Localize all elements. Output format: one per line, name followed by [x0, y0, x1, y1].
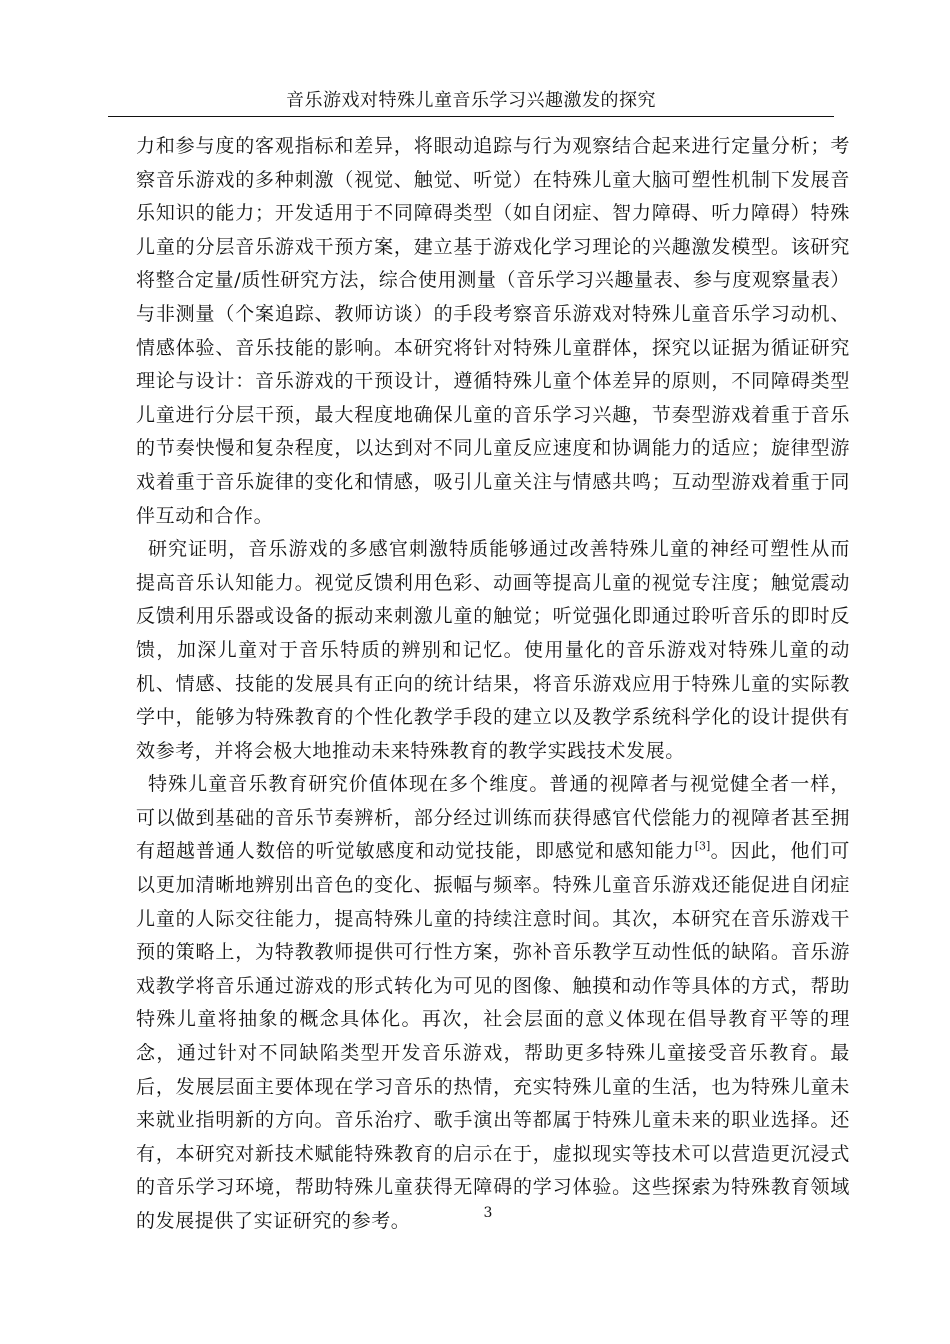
paragraph-text-after-citation: 。因此，他们可以更加清晰地辨别出音色的变化、振幅与频率。特殊儿童音乐游戏还能促进自闭症儿童的人际交往能力，提高特殊儿童的持续注意时间。其次，本研究在音乐游戏干预的策略上，为特教教师提供可行性方案，弥补音乐教学互动性低的缺陷。音乐游戏教学将音乐通过游戏的形式转化为可见的图像、触摸和动作等具体的方式，帮助特殊儿童将抽象的概念具体化。再次，社会层面的意义体现在倡导教育平等的理念，通过针对不同缺陷类型开发音乐游戏，帮助更多特殊儿童接受音乐教育。最后，发展层面主要体现在学习音乐的热情，充实特殊儿童的生活，也为特殊儿童未来就业指明新的方向。音乐治疗、歌手演出等都属于特殊儿童未来的职业选择。还有，本研究对新技术赋能特殊教育的启示在于，虚拟现实等技术可以营造更沉浸式的音乐学习环境，帮助特殊儿童获得无障碍的学习体验。这些探索为特殊教育领域的发展提供了实证研究的参考。	[136, 840, 850, 1232]
paragraph-continuation: 力和参与度的客观指标和差异，将眼动追踪与行为观察结合起来进行定量分析；考察音乐游戏的多种刺激（视觉、触觉、听觉）在特殊儿童大脑可塑性机制下发展音乐知识的能力；开发适用于不同障碍类型（如自闭症、智力障碍、听力障碍）特殊儿童的分层音乐游戏干预方案，建立基于游戏化学习理论的兴趣激发模型。该研究将整合定量/质性研究方法，综合使用测量（音乐学习兴趣量表、参与度观察量表）与非测量（个案追踪、教师访谈）的手段考察音乐游戏对特殊儿童音乐学习动机、情感体验、音乐技能的影响。本研究将针对特殊儿童群体，探究以证据为循证研究理论与设计：音乐游戏的干预设计，遵循特殊儿童个体差异的原则，不同障碍类型儿童进行分层干预，最大程度地确保儿童的音乐学习兴趣，节奏型游戏着重于音乐的节奏快慢和复杂程度，以达到对不同儿童反应速度和协调能力的适应；旋律型游戏着重于音乐旋律的变化和情感，吸引儿童关注与情感共鸣；互动型游戏着重于同伴互动和合作。	[136, 135, 850, 527]
paragraph-research-evidence: 研究证明，音乐游戏的多感官刺激特质能够通过改善特殊儿童的神经可塑性从而提高音乐认知能力。视觉反馈利用色彩、动画等提高儿童的视觉专注度；触觉震动反馈利用乐器或设备的振动来刺激儿童的触觉；听觉强化即通过聆听音乐的即时反馈，加深儿童对于音乐特质的辨别和记忆。使用量化的音乐游戏对特殊儿童的动机、情感、技能的发展具有正向的统计结果，将音乐游戏应用于特殊儿童的实际教学中，能够为特殊教育的个性化教学手段的建立以及教学系统科学化的设计提供有效参考，并将会极大地推动未来特殊教育的教学实践技术发展。	[136, 538, 850, 762]
paragraph-research-value	[136, 768, 850, 1238]
page-number: 3	[483, 1205, 493, 1221]
paragraph-text-before-citation: 特殊儿童音乐教育研究价值体现在多个维度。普通的视障者与视觉健全者一样，可以做到基础的音乐节奏辨析，部分经过训练而获得感官代偿能力的视障者甚至拥有超越普通人数倍的听觉敏感度和动觉技能，即感觉和感知能力	[136, 773, 850, 863]
running-header: 音乐游戏对特殊儿童音乐学习兴趣激发的探究	[286, 90, 656, 111]
header-rule	[108, 116, 834, 117]
body-text	[136, 130, 850, 1239]
citation-reference[interactable]: [3]	[694, 840, 711, 854]
